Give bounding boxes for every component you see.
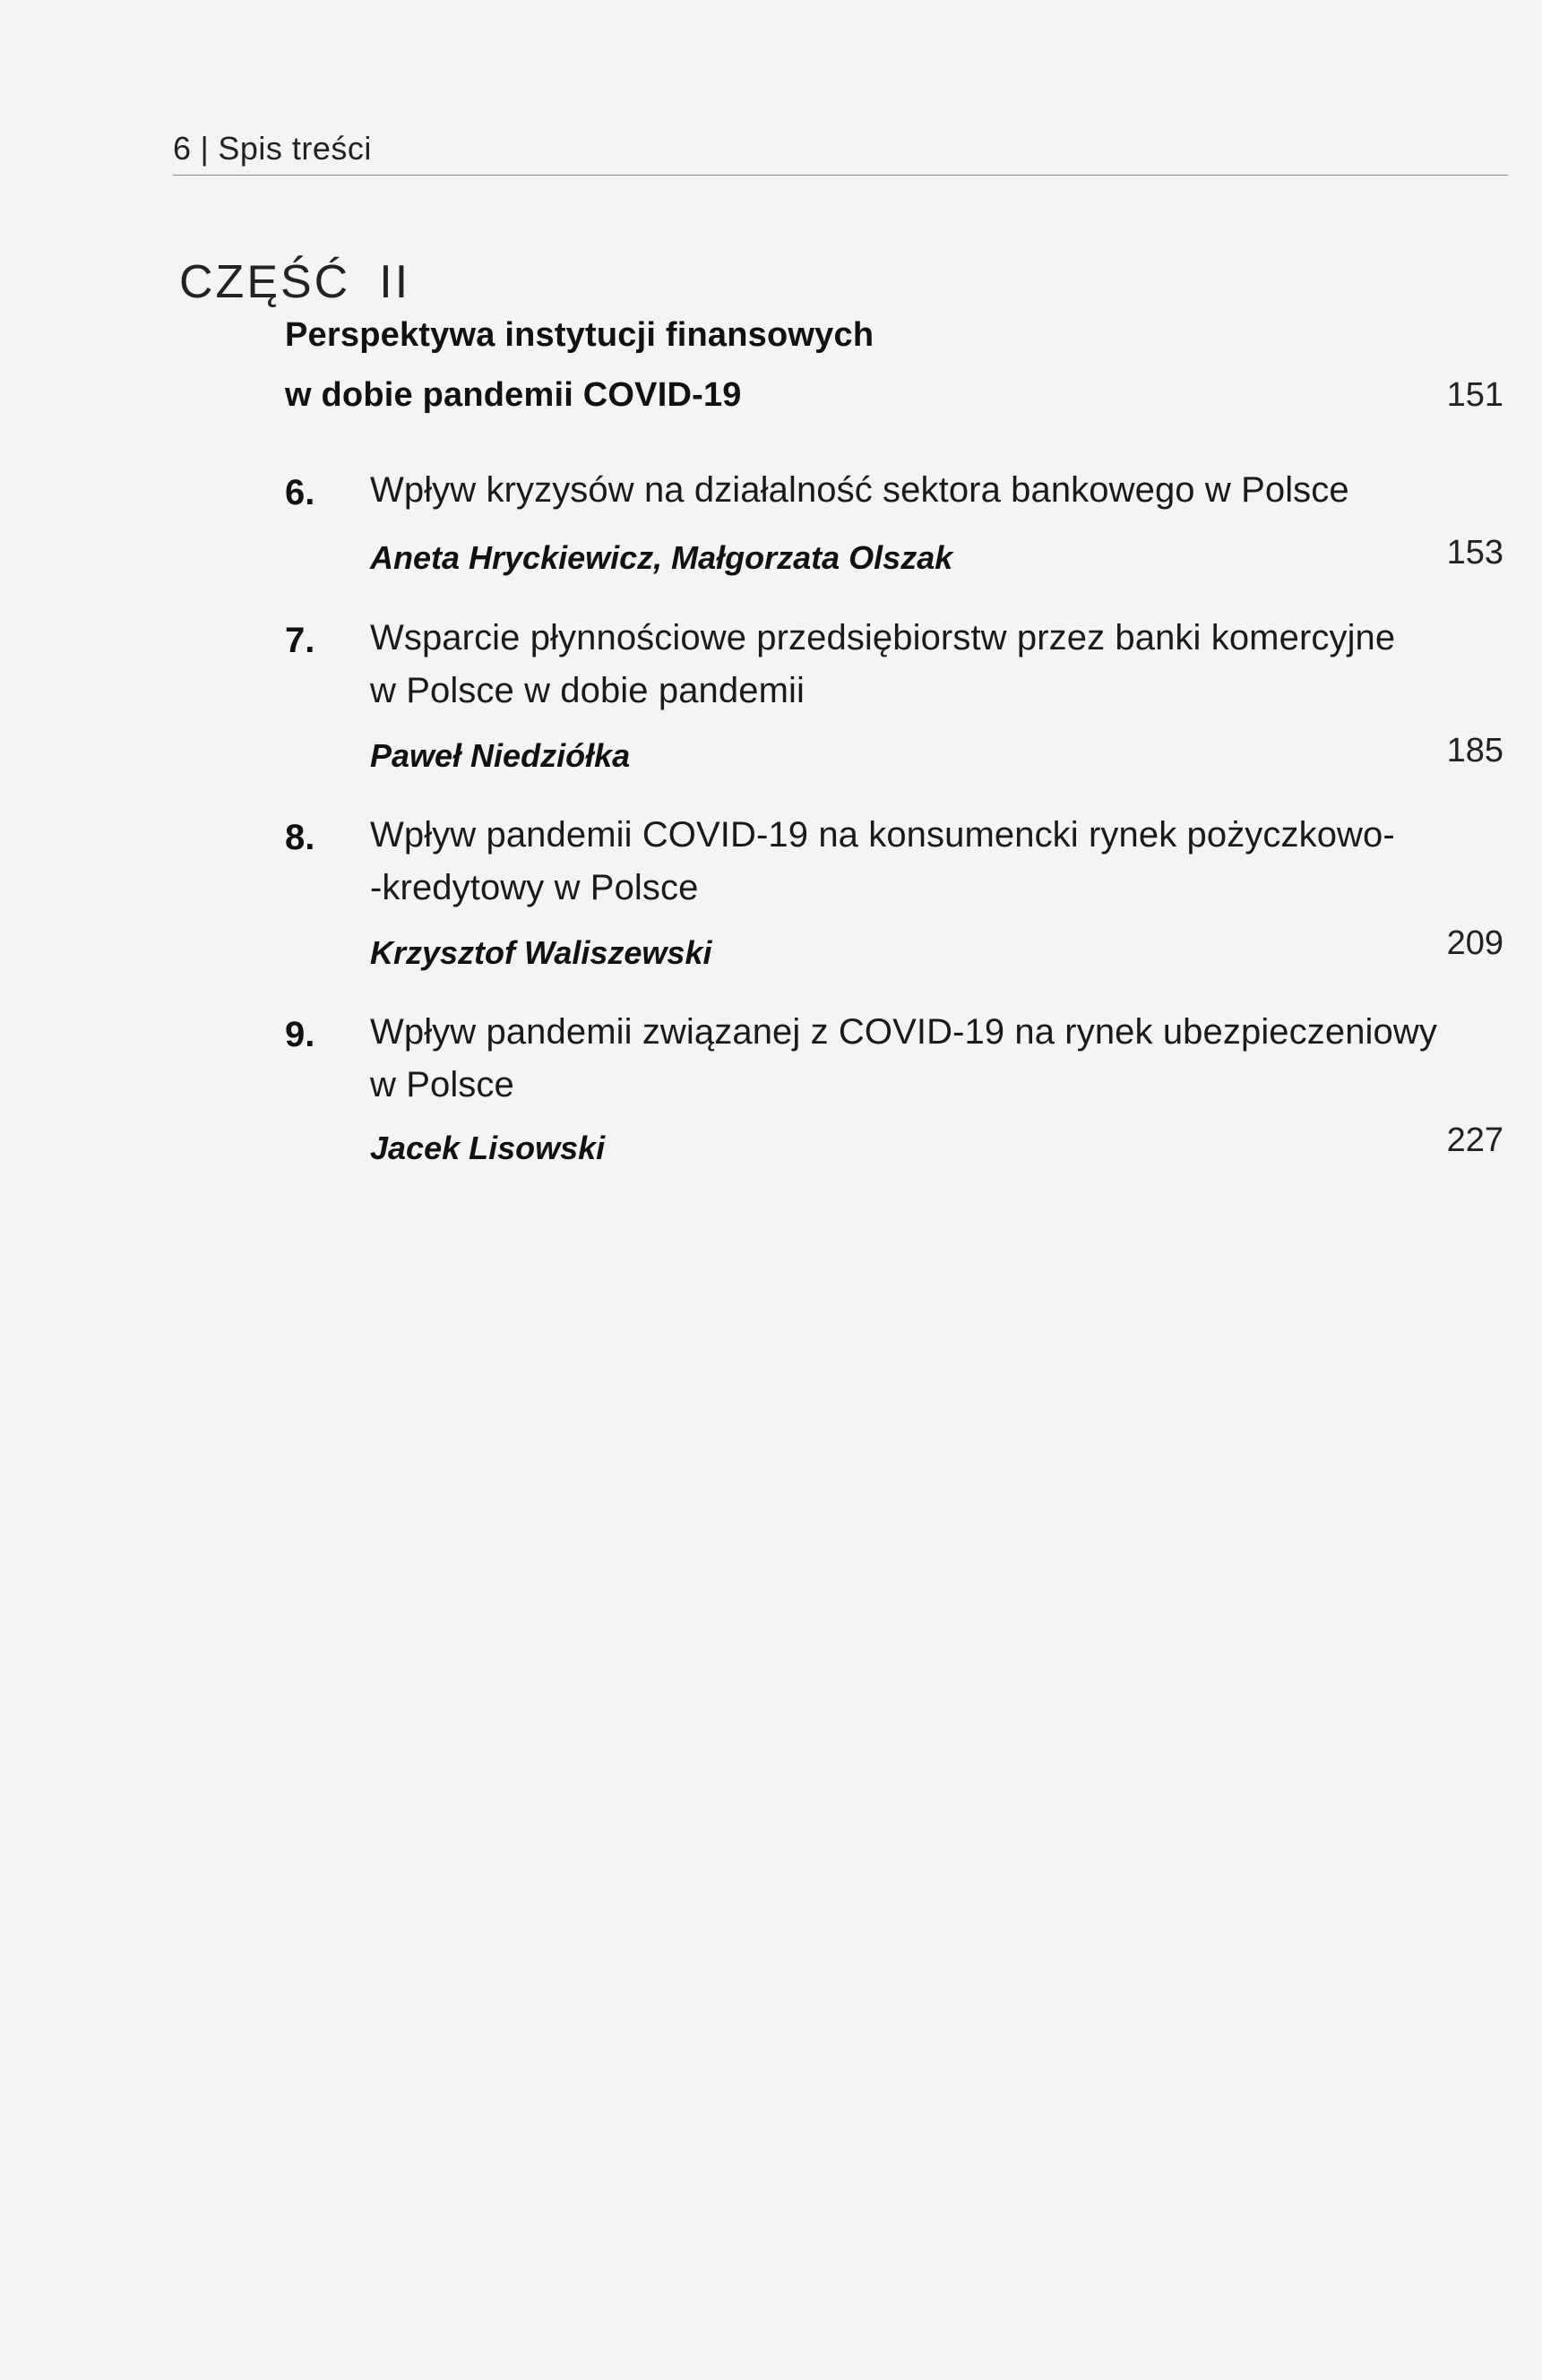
entry-author: Aneta Hryckiewicz, Małgorzata Olszak xyxy=(370,539,953,576)
header-rule xyxy=(173,175,1508,176)
entry-author: Krzysztof Waliszewski xyxy=(370,934,712,971)
entry-title-line: w Polsce xyxy=(370,1065,514,1104)
entry-title xyxy=(370,809,1395,915)
entry-title xyxy=(370,1006,1437,1112)
entry-title-line: Wpływ pandemii związanej z COVID-19 na rynek ubezpieczeniowy xyxy=(370,1012,1437,1052)
entry-author: Paweł Niedziółka xyxy=(370,737,631,774)
entry-title-line: Wpływ kryzysów na działalność sektora bankowego w Polsce xyxy=(370,470,1349,510)
entry-title xyxy=(370,464,1349,517)
entry-title xyxy=(370,612,1395,717)
entry-page-number: 185 xyxy=(1446,732,1503,769)
part-page-number: 151 xyxy=(1446,376,1503,414)
entry-page-number: 227 xyxy=(1446,1121,1503,1159)
part-label xyxy=(179,255,410,309)
entry-number: 6. xyxy=(285,473,315,512)
header-section-title: Spis treści xyxy=(218,130,372,167)
part-title-line-1: Perspektywa instytucji finansowych xyxy=(285,316,874,354)
header-separator: | xyxy=(200,130,210,167)
entry-number: 8. xyxy=(285,818,315,857)
entry-author: Jacek Lisowski xyxy=(370,1130,606,1166)
part-title-line-2: w dobie pandemii COVID-19 xyxy=(285,376,742,414)
part-label-text: CZĘŚĆ xyxy=(179,256,351,308)
entry-number: 7. xyxy=(285,621,315,660)
entry-number: 9. xyxy=(285,1015,315,1054)
entry-title-line: Wsparcie płynnościowe przedsiębiorstw przez banki komercyjne xyxy=(370,618,1396,657)
entry-title-line: -kredytowy w Polsce xyxy=(370,868,699,907)
entry-title-line: Wpływ pandemii COVID-19 na konsumencki rynek pożyczkowo- xyxy=(370,815,1395,855)
entry-title-line: w Polsce w dobie pandemii xyxy=(370,671,805,710)
entry-page-number: 153 xyxy=(1446,534,1503,571)
entry-page-number: 209 xyxy=(1446,924,1503,962)
header-page-number: 6 xyxy=(173,130,192,167)
page-header xyxy=(173,130,372,168)
part-roman-numeral: II xyxy=(379,256,411,308)
